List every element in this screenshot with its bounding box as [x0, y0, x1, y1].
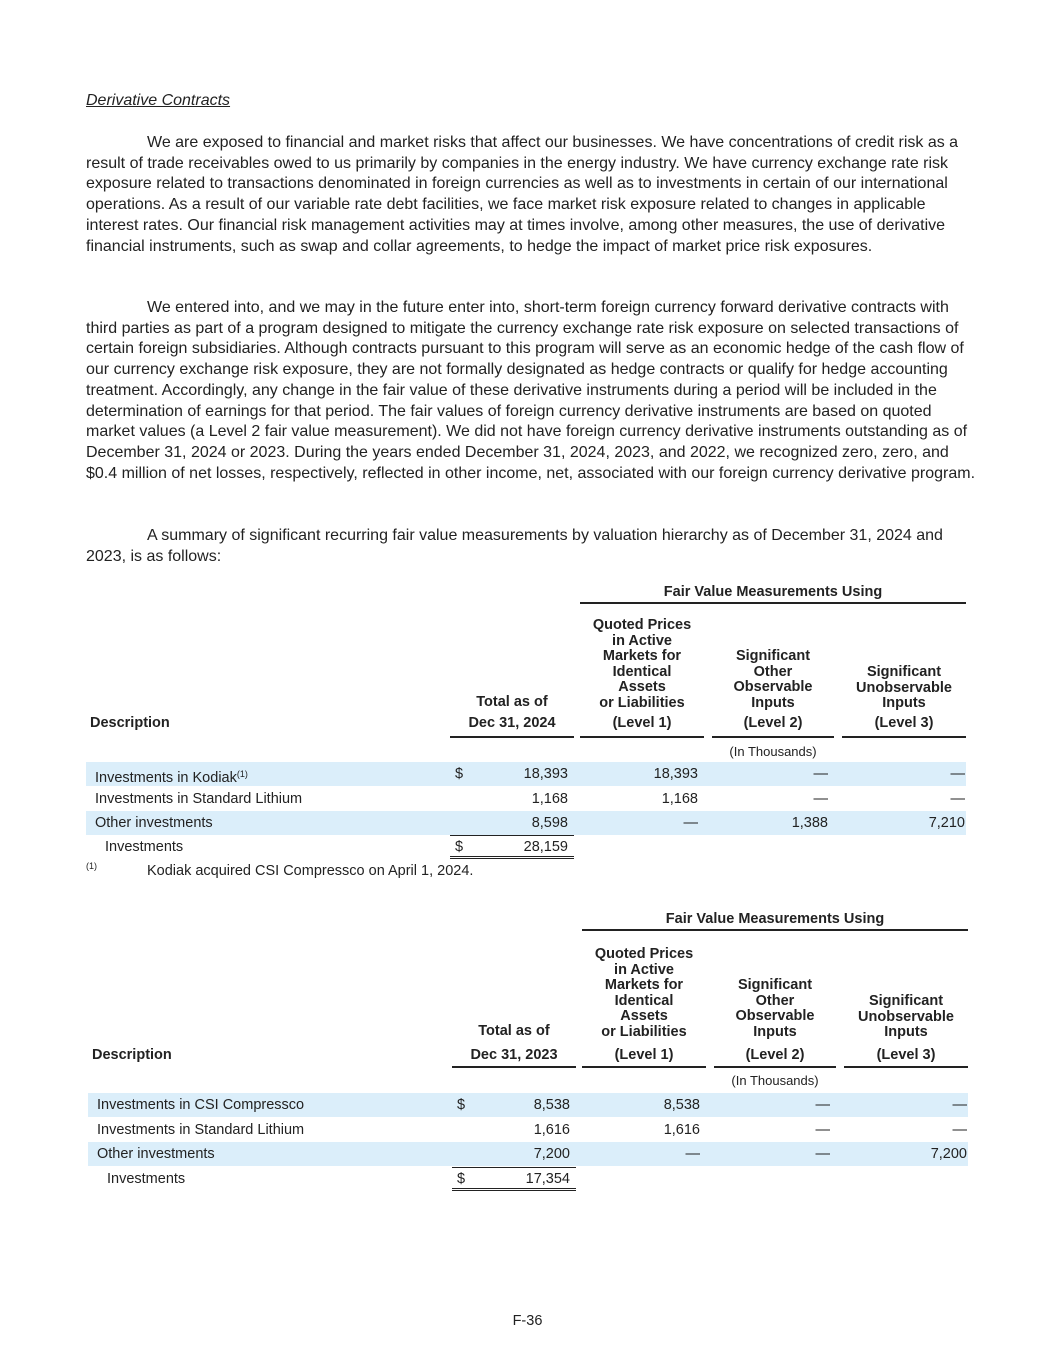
col-total-header-line1: Total as of: [476, 694, 548, 710]
level1-value: 18,393: [653, 766, 698, 782]
col-total-header-line2: Dec 31, 2023: [452, 1048, 576, 1068]
col-level1-line: Quoted Prices: [592, 617, 692, 633]
col-level1-line: Quoted Prices: [594, 946, 694, 962]
fair-value-table-2024: [86, 582, 966, 865]
grand-total-value: 28,159: [523, 839, 568, 855]
table-row: [88, 1093, 968, 1117]
col-level3-line: Inputs: [882, 695, 926, 711]
table-row: [88, 1118, 968, 1142]
col-level1-line: Assets: [620, 1008, 668, 1024]
row-description: Other investments: [95, 815, 213, 831]
col-level1-level: (Level 1): [582, 1048, 706, 1068]
level2-value: —: [815, 1097, 830, 1113]
col-description-header: Description: [92, 1047, 172, 1063]
level1-value: 1,616: [663, 1122, 700, 1138]
row-description: Investments in Kodiak$^{(1)}$: [95, 769, 248, 786]
level3-value: —: [952, 1097, 967, 1113]
level3-value: —: [950, 791, 965, 807]
group-header: Fair Value Measurements Using: [582, 909, 968, 931]
total-row-description: Investments: [107, 1171, 186, 1187]
total-value: 8,538: [533, 1097, 570, 1113]
fair-value-table-2023: [88, 909, 968, 1191]
col-level2-line: Inputs: [751, 694, 795, 711]
paragraph-risk-exposure: We are exposed to financial and market risks that affect our businesses. We have concentrations of credit risk as a result of trade receivables owed to us primarily by companies in the energy industry. We have currency exchange rate risk exposure related to transactions denominated in foreign currencies as well as to investments in certain of our international operations. As a result of our variable rate debt facilities, we face market risk exposure related to changes in applicable interest rates. Our financial risk management activities may at times involve, among other measures, the use of derivative financial instruments, such as swap and collar agreements, to hedge the impact of market price risk exposures.: [86, 134, 959, 255]
col-level1-line: Identical: [614, 992, 674, 1009]
total-value: 8,598: [531, 815, 568, 831]
col-level2-header: [714, 978, 836, 1040]
group-header: Fair Value Measurements Using: [580, 582, 966, 604]
level1-value: 8,538: [663, 1097, 700, 1113]
page-number: F-36: [512, 1313, 543, 1329]
table-row: [86, 787, 966, 811]
units-label: (In Thousands): [729, 744, 817, 759]
level2-value: —: [815, 1122, 830, 1138]
col-level3-line: Unobservable: [858, 1008, 954, 1025]
level1-value: 1,168: [661, 791, 698, 807]
col-level1-line: in Active: [612, 632, 672, 649]
total-value: 7,200: [533, 1146, 570, 1162]
total-row: [86, 835, 966, 859]
row-description: Investments in Standard Lithium: [95, 791, 303, 807]
total-value: 18,393: [523, 766, 568, 782]
level1-value: —: [685, 1146, 700, 1162]
level2-value: 1,388: [791, 815, 828, 831]
level3-value: —: [952, 1122, 967, 1138]
col-level1-line: Markets for: [604, 977, 684, 993]
level3-value: 7,210: [928, 815, 965, 831]
total-row-description: Investments: [105, 839, 184, 855]
col-level1-line: in Active: [614, 961, 674, 978]
dollar-sign: $: [457, 1097, 466, 1113]
col-level2-level: (Level 2): [714, 1048, 836, 1068]
col-level1-line: or Liabilities: [599, 694, 685, 711]
col-level1-header: [582, 947, 706, 1040]
level2-value: —: [813, 766, 828, 782]
paragraph-forward-contracts: We entered into, and we may in the future enter into, short-term foreign currency forward derivative contracts with third parties as part of a program designed to mitigate the currency exchange rate risk exposure on selected transactions of certain foreign subsidiaries. Although contracts pursuant to this program will serve as an economic hedge of the cash flow of our currency exchange risk exposure, they are not formally designated as hedge contracts or qualify for hedge accounting treatment. Accordingly, any change in the fair value of these derivative instruments during a period will be included in the determination of earnings for that period. The fair values of foreign currency derivative instruments are based on quoted market values (a Level 2 fair value measurement). We did not have foreign currency derivative instruments outstanding as of December 31, 2024 or 2023. During the years ended December 31, 2024, 2023, and 2022, we recognized zero, zero, and $0.4 million of net losses, respectively, reflected in other income, net, associated with our foreign currency derivative program.: [86, 299, 976, 482]
table-row: [88, 1142, 968, 1166]
total-value: 1,616: [533, 1122, 570, 1138]
col-level2-line: Significant: [737, 977, 813, 993]
col-level1-line: Assets: [618, 679, 666, 695]
col-level1-level: (Level 1): [580, 716, 704, 738]
col-level2-line: Significant: [735, 648, 811, 664]
row-description: Investments in Standard Lithium: [97, 1122, 305, 1138]
dollar-sign: $: [455, 839, 464, 855]
col-level1-line: Identical: [612, 663, 672, 680]
total-value: 1,168: [531, 791, 568, 807]
col-level3-line: Inputs: [884, 1024, 928, 1040]
section-heading: Derivative Contracts: [86, 92, 231, 109]
col-level3-level: (Level 3): [844, 1048, 968, 1068]
dollar-sign: $: [457, 1171, 466, 1187]
units-label: (In Thousands): [731, 1073, 819, 1088]
table-row: [86, 811, 966, 835]
col-level3-header: [842, 665, 966, 712]
total-row: [88, 1167, 968, 1191]
col-level3-level: (Level 3): [842, 716, 966, 738]
table-row: [86, 762, 966, 786]
footnote-mark: (1): [86, 861, 97, 871]
col-description-header: Description: [90, 715, 170, 731]
level2-value: —: [815, 1146, 830, 1162]
col-level2-line: Other: [755, 992, 795, 1009]
paragraph-summary-intro: A summary of significant recurring fair value measurements by valuation hierarchy as of December 31, 2024 and 2023, is as follows:: [86, 527, 943, 565]
col-level1-line: or Liabilities: [601, 1023, 687, 1040]
col-level3-line: Significant: [868, 993, 944, 1009]
col-total-header-line2: Dec 31, 2024: [450, 716, 574, 738]
footnote-ref: (1): [236, 769, 248, 779]
col-level2-line: Inputs: [753, 1023, 797, 1040]
dollar-sign: $: [455, 766, 464, 782]
col-level2-header: [712, 649, 834, 711]
level3-value: 7,200: [930, 1146, 967, 1162]
col-level1-line: Markets for: [602, 648, 682, 664]
col-level2-line: Other: [753, 663, 793, 680]
row-description: Investments in CSI Compressco: [97, 1097, 305, 1113]
grand-total-value: 17,354: [525, 1171, 570, 1187]
col-total-header-line1: Total as of: [478, 1023, 550, 1039]
col-level2-line: Observable: [735, 1008, 815, 1024]
row-description: Other investments: [97, 1146, 215, 1162]
col-level2-line: Observable: [733, 679, 813, 695]
level3-value: —: [950, 766, 965, 782]
col-level3-header: [844, 994, 968, 1041]
footnote-text: Kodiak acquired CSI Compressco on April 1, 2024.: [147, 863, 474, 879]
col-level3-line: Unobservable: [856, 679, 952, 696]
col-level2-level: (Level 2): [712, 716, 834, 738]
level2-value: —: [813, 791, 828, 807]
col-level1-header: [580, 618, 704, 711]
level1-value: —: [683, 815, 698, 831]
col-level3-line: Significant: [866, 664, 942, 680]
